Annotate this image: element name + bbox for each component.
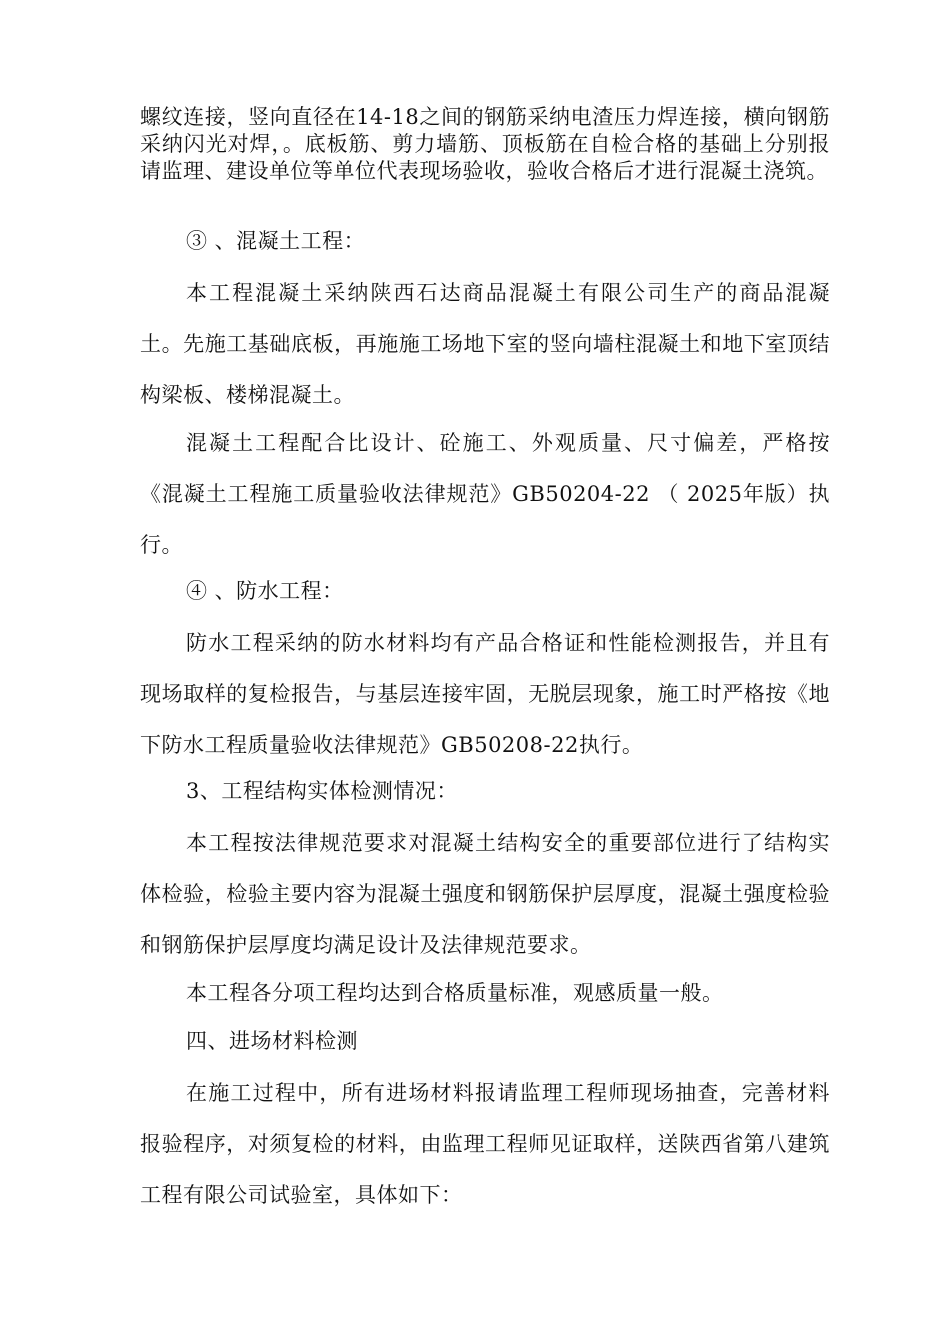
- paragraph-concrete-standards: 混凝土工程配合比设计、砼施工、外观质量、尺寸偏差，严格按《混凝土工程施工质量验收法律规范》GB50204-22 （ 2025年版）执行。: [140, 431, 830, 557]
- paragraph-materials-testing: 在施工过程中，所有进场材料报请监理工程师现场抽查，完善材料报验程序，对须复检的材料，由监理工程师见证取样，送陕西省第八建筑工程有限公司试验室，具体如下：: [140, 1081, 830, 1207]
- paragraph-waterproofing: 防水工程采纳的防水材料均有产品合格证和性能检测报告，并且有现场取样的复检报告，与基层连接牢固，无脱层现象，施工时严格按《地下防水工程质量验收法律规范》GB50208-22执行。: [140, 631, 830, 757]
- heading-concrete-works: ③ 、混凝土工程：: [186, 229, 366, 253]
- paragraph-quality-summary: 本工程各分项工程均达到合格质量标准，观感质量一般。: [186, 981, 724, 1005]
- heading-materials-testing: 四、进场材料检测: [186, 1029, 358, 1053]
- heading-structure-testing: 3、工程结构实体检测情况：: [186, 779, 458, 803]
- heading-waterproofing-works: ④ 、防水工程：: [186, 579, 344, 603]
- paragraph-rebar-connection: 螺纹连接，竖向直径在14-18之间的钢筋采纳电渣压力焊连接，横向钢筋采纳闪光对焊，。底板筋、剪力墙筋、顶板筋在自检合格的基础上分别报请监理、建设单位等单位代表现场验收，验收合格后才进行混凝土浇筑。: [140, 105, 830, 183]
- paragraph-concrete-supply: 本工程混凝土采纳陕西石达商品混凝土有限公司生产的商品混凝土。先施工基础底板，再施施工场地下室的竖向墙柱混凝土和地下室顶结构梁板、楼梯混凝土。: [140, 281, 830, 407]
- paragraph-structure-testing: 本工程按法律规范要求对混凝土结构安全的重要部位进行了结构实体检验，检验主要内容为混凝土强度和钢筋保护层厚度，混凝土强度检验和钢筋保护层厚度均满足设计及法律规范要求。: [140, 831, 830, 957]
